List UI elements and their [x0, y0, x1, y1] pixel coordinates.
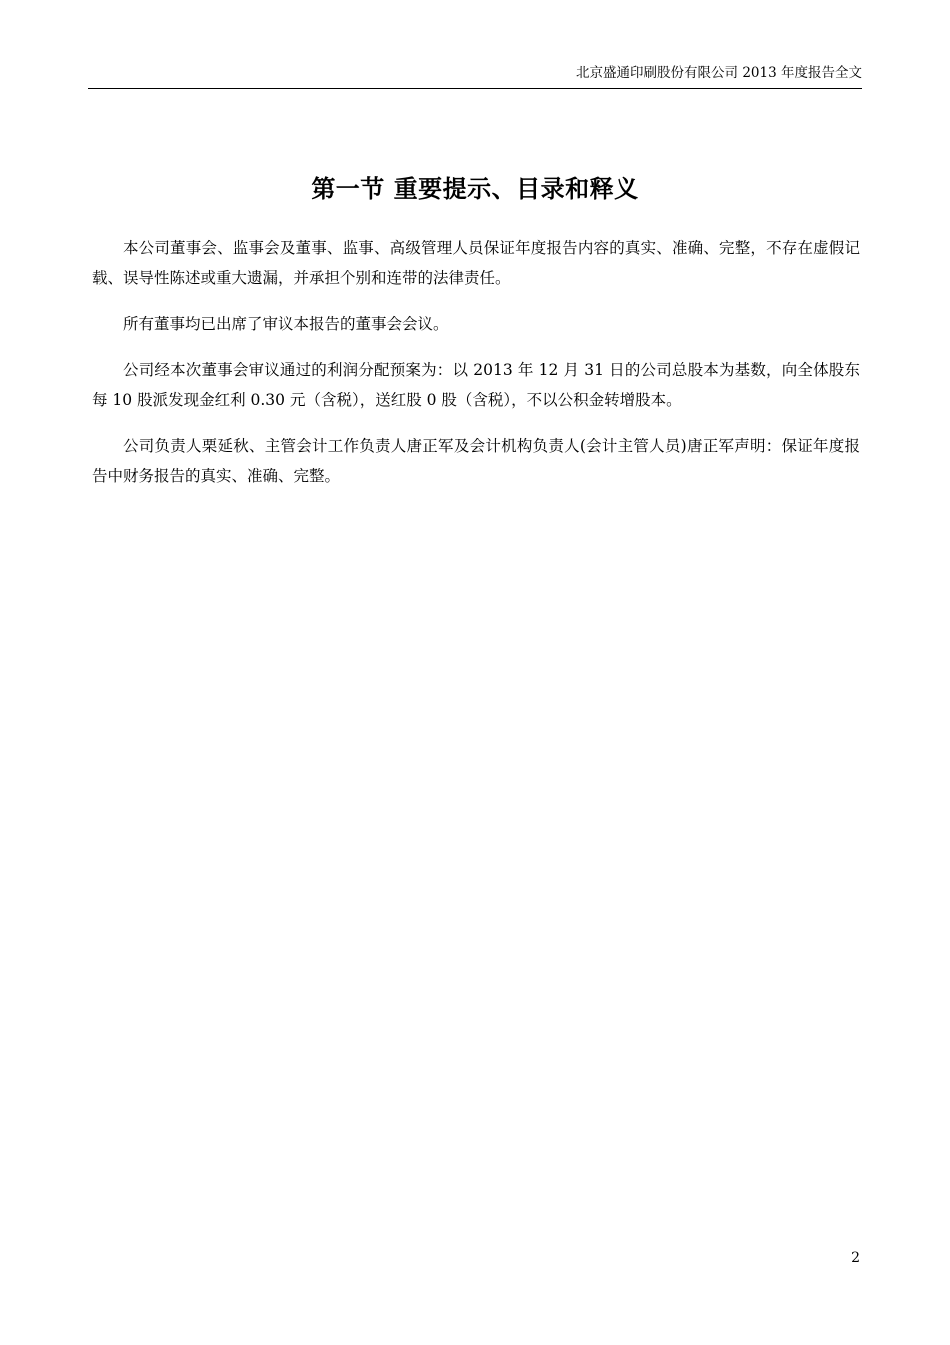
header-text: 北京盛通印刷股份有限公司 2013 年度报告全文	[576, 65, 862, 81]
paragraph-accuracy-statement: 本公司董事会、监事会及董事、监事、高级管理人员保证年度报告内容的真实、准确、完整，不存在虚假记载、误导性陈述或重大遗漏，并承担个别和连带的法律责任。	[92, 239, 860, 287]
paragraph-responsible-persons: 公司负责人栗延秋、主管会计工作负责人唐正军及会计机构负责人(会计主管人员)唐正军声明：保证年度报告中财务报告的真实、准确、完整。	[92, 437, 860, 485]
page-header	[88, 62, 862, 89]
paragraph-profit-distribution: 公司经本次董事会审议通过的利润分配预案为：以 2013 年 12 月 31 日的公司总股本为基数，向全体股东每 10 股派发现金红利 0.30 元（含税），送红股 0 股（含税），不以公积金转增股本。	[92, 361, 860, 409]
section-title: 第一节 重要提示、目录和释义	[311, 174, 639, 204]
paragraph-attendance-statement: 所有董事均已出席了审议本报告的董事会会议。	[123, 315, 449, 333]
page-number: 2	[851, 1250, 860, 1266]
body-text	[92, 233, 860, 507]
